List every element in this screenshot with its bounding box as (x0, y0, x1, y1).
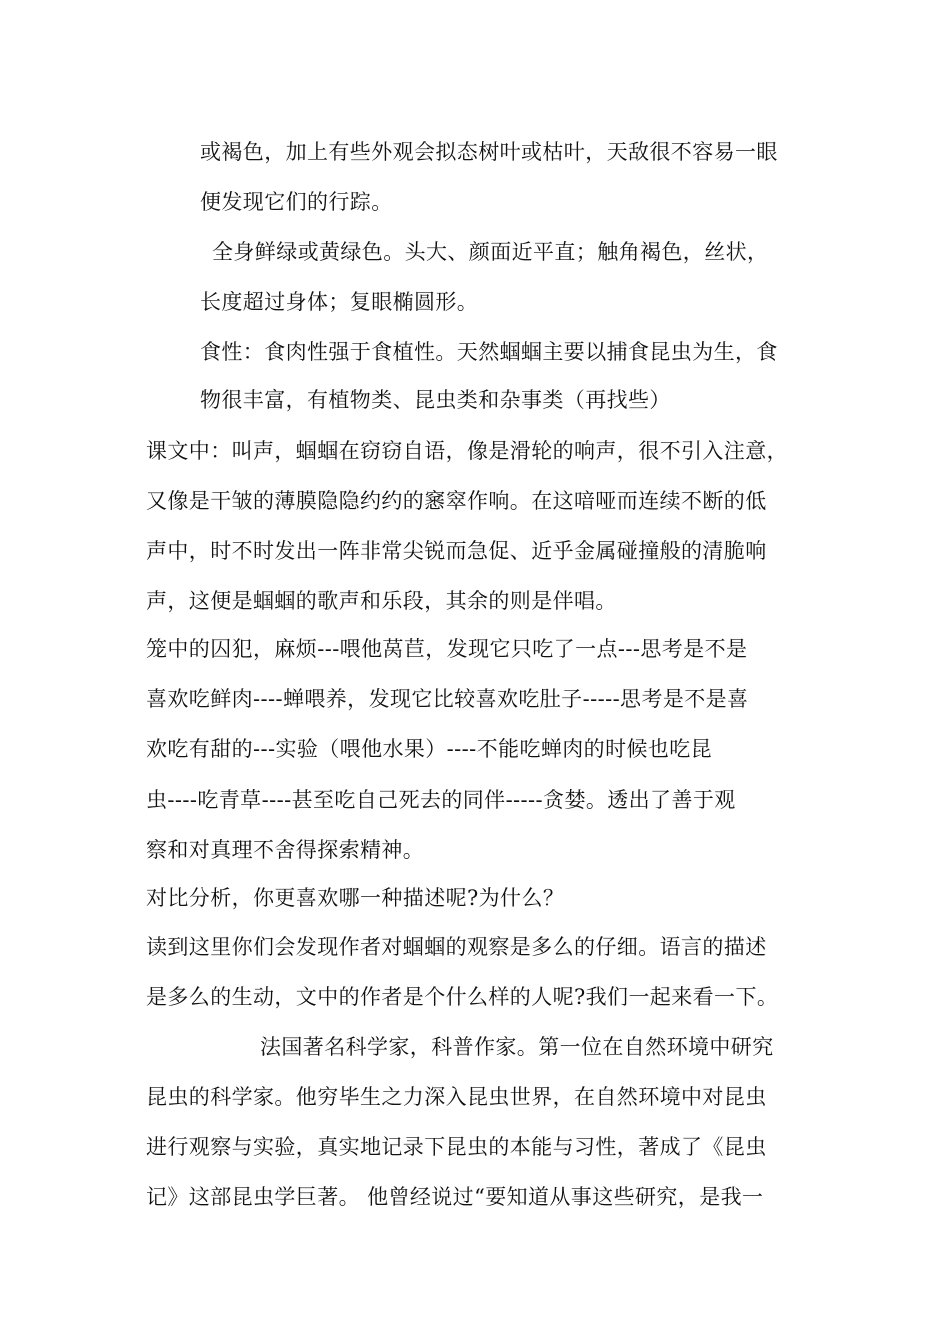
text-line: 便发现它们的行踪。 (200, 190, 393, 214)
text-line: 察和对真理不舍得探索精神。 (146, 838, 425, 862)
text-line: 是多么的生动，文中的作者是个什么样的人呢?我们一起来看一下。 (146, 985, 779, 1009)
text-line: 或褐色，加上有些外观会拟态树叶或枯叶，天敌很不容易一眼 (200, 140, 778, 164)
text-line: 声，这便是蝈蝈的歌声和乐段，其余的则是伴唱。 (146, 589, 617, 613)
text-line: 全身鲜绿或黄绿色。头大、颜面近平直；触角褐色，丝状， (212, 240, 769, 264)
text-line: 笼中的囚犯，麻烦---喂他莴苣，发现它只吃了一点---思考是不是 (146, 637, 748, 661)
text-line: 食性：食肉性强于食植性。天然蝈蝈主要以捕食昆虫为生，食 (200, 340, 778, 364)
text-line: 课文中：叫声，蝈蝈在窃窃自语，像是滑轮的响声，很不引入注意， (146, 439, 788, 463)
text-line: 法国著名科学家，科普作家。第一位在自然环境中研究 (260, 1035, 774, 1059)
text-line: 对比分析，你更喜欢哪一种描述呢?为什么？ (146, 886, 565, 910)
text-line: 喜欢吃鲜肉----蝉喂养，发现它比较喜欢吃肚子-----思考是不是喜 (146, 687, 749, 711)
text-line: 虫----吃青草----甚至吃自己死去的同伴-----贪婪。透出了善于观 (146, 788, 736, 812)
text-line: 声中，时不时发出一阵非常尖锐而急促、近乎金属碰撞般的清脆响 (146, 539, 767, 563)
text-line: 记》这部昆虫学巨著。 他曾经说过“要知道从事这些研究，是我一 (146, 1185, 764, 1209)
text-line: 又像是干皱的薄膜隐隐约约的窸窣作响。在这喑哑而连续不断的低 (146, 489, 767, 513)
text-line: 进行观察与实验，真实地记录下昆虫的本能与习性，著成了《昆虫 (146, 1135, 767, 1159)
text-line: 读到这里你们会发现作者对蝈蝈的观察是多么的仔细。语言的描述 (146, 935, 767, 959)
text-line: 长度超过身体；复眼椭圆形。 (200, 290, 479, 314)
text-line: 欢吃有甜的---实验（喂他水果）----不能吃蝉肉的时候也吃昆 (146, 737, 713, 761)
text-line: 物很丰富，有植物类、昆虫类和杂事类（再找些） (200, 388, 671, 412)
text-line: 昆虫的科学家。他穷毕生之力深入昆虫世界，在自然环境中对昆虫 (146, 1085, 767, 1109)
